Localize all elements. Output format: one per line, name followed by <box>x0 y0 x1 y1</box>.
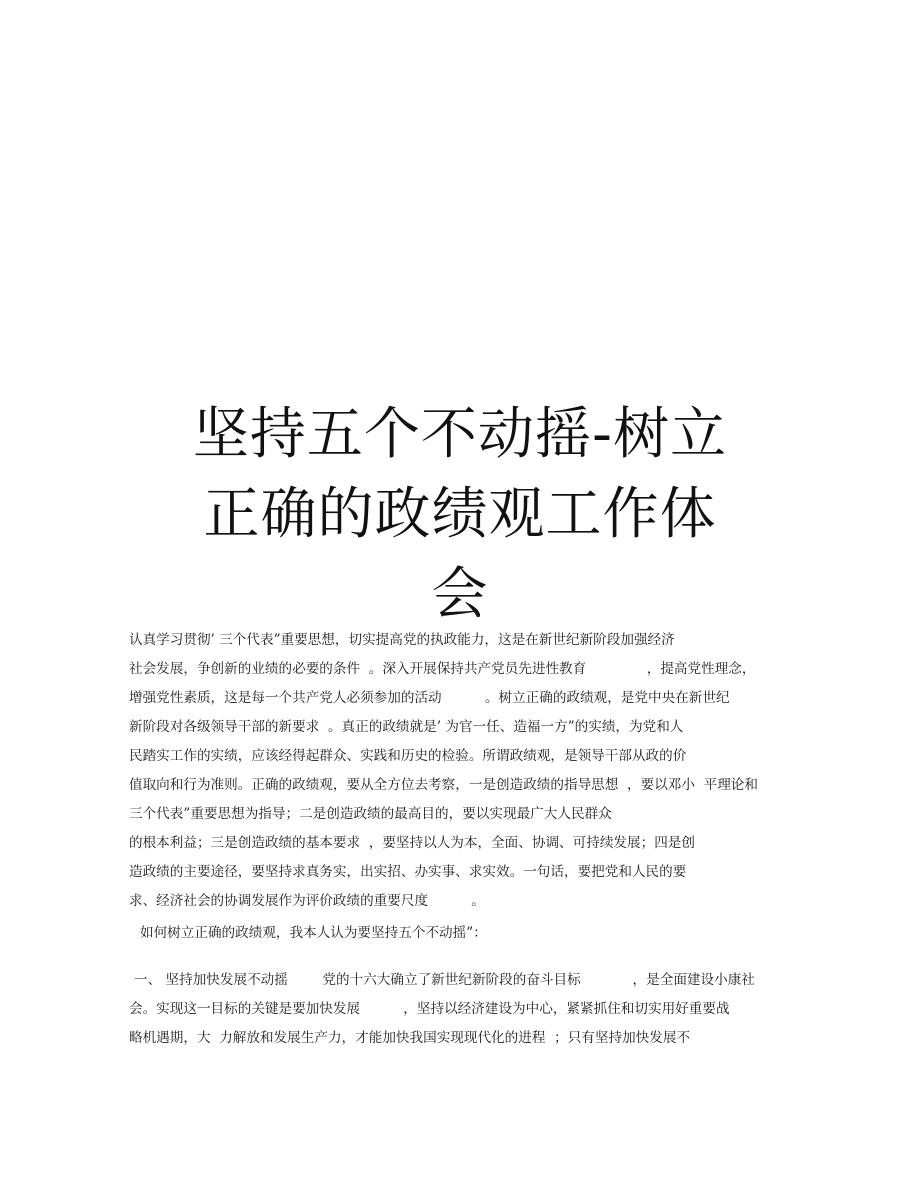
paragraph-line: 造政绩的主要途径，要坚持求真务实，出实招、办实事、求实效。一句话，要把党和人民的要 <box>129 864 687 880</box>
paragraph-line: 社会发展，争创新的业绩的必要的条件 。深入开展保持共产党员先进性教育 ，提高党性理念， <box>129 661 756 677</box>
paragraph-line: 民踏实工作的实绩，应该经得起群众、实践和历史的检验。所谓政绩观，是领导干部从政的价 <box>129 748 687 764</box>
title-line: 会 <box>431 562 489 627</box>
paragraph-line: 增强党性素质，这是每一个共产党人必须参加的活动 。树立正确的政绩观，是党中央在新世纪 <box>129 690 730 706</box>
paragraph-line: 新阶段对各级领导干部的新要求 。真正的政绩就是’ 为官一任、造福一方”的实绩，为党和人 <box>129 719 684 735</box>
paragraph-line: 值取向和行为准则。正确的政绩观，要从全方位去考察，一是创造政绩的指导思想 ，要以邓小 平理论和 <box>129 777 758 793</box>
paragraph-line: 如何树立正确的政绩观，我本人认为要坚持五个不动摇”： <box>140 925 487 941</box>
title-line: 坚持五个不动摇-树立 <box>192 402 728 467</box>
paragraph-line: 一、 坚持加快发展不动摇 党的十六大确立了新世纪新阶段的奋斗目标 ，是全面建设小康社 <box>134 972 755 988</box>
document-title <box>130 395 790 635</box>
title-line: 正确的政绩观工作体 <box>203 482 717 547</box>
paragraph-line: 的根本利益；三是创造政绩的基本要求 ，要坚持以人为本，全面、协调、可持续发展；四是创 <box>129 835 695 851</box>
paragraph-line: 认真学习贯彻’ 三个代表”重要思想，切实提高党的执政能力，这是在新世纪新阶段加强经济 <box>129 632 675 648</box>
body-paragraph-question <box>0 919 920 948</box>
paragraph-line: 三个代表”重要思想为指导；二是创造政绩的最高目的，要以实现最广大人民群众 <box>129 806 612 822</box>
paragraph-line: 求、经济社会的协调发展作为评价政绩的重要尺度 。 <box>129 893 485 909</box>
body-paragraph-intro <box>0 626 920 916</box>
body-paragraph-section-one <box>0 966 920 1053</box>
paragraph-line: 略机遇期，大 力解放和发展生产力，才能加快我国实现现代化的进程 ；只有坚持加快发展不 <box>129 1030 691 1046</box>
paragraph-line: 会。实现这一目标的关键是要加快发展 ，坚持以经济建设为中心，紧紧抓住和切实用好重要战 <box>129 1001 730 1017</box>
